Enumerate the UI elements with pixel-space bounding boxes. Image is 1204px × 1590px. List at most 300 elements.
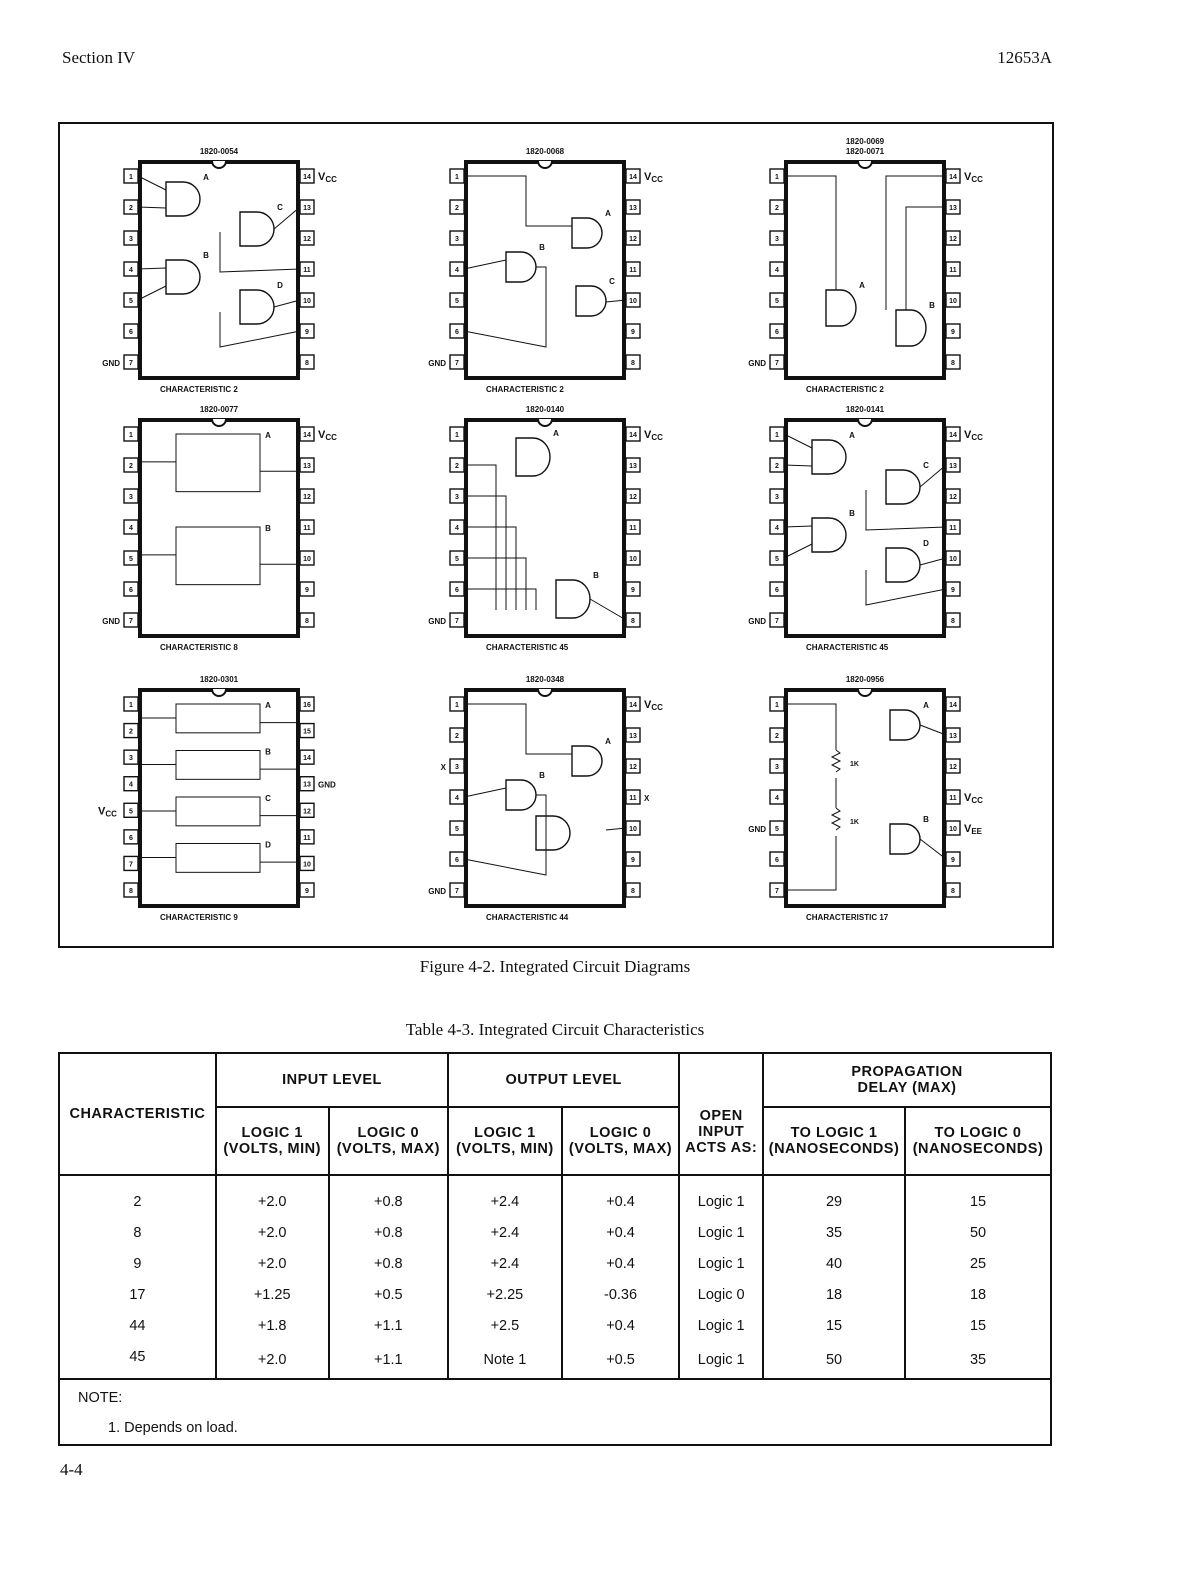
pin-number: 13 (629, 463, 637, 470)
pin-number: 14 (629, 432, 637, 439)
x-label: X (440, 763, 446, 772)
gnd-label: GND (318, 780, 336, 790)
table-cell: +1.1 (329, 1310, 449, 1341)
table-row (59, 1310, 1051, 1341)
open-input-line1: OPEN (699, 1108, 743, 1124)
table-cell: Logic 1 (679, 1175, 763, 1217)
pin-number: 8 (951, 360, 955, 367)
pin-number: 8 (631, 888, 635, 895)
pin-number: 11 (629, 795, 637, 802)
characteristic-label: CHARACTERISTIC 45 (806, 643, 889, 652)
vcc-label: VCC (644, 699, 663, 712)
figure-caption: Figure 4-2. Integrated Circuit Diagrams (419, 957, 691, 976)
logic-gate-symbol (516, 438, 550, 476)
pin-number: 10 (949, 826, 957, 833)
pin-number: 11 (629, 267, 637, 274)
pin-number: 9 (305, 587, 309, 594)
pin-number: 8 (631, 618, 635, 625)
vcc-label: VCC (964, 792, 983, 805)
pin-number: 1 (455, 174, 459, 181)
part-number: 1820-0141 (845, 405, 885, 414)
vcc-label: VCC (964, 171, 983, 184)
pin-number: 6 (455, 587, 459, 594)
pin-number: 13 (949, 205, 957, 212)
ic-notch (538, 419, 552, 426)
characteristic-label: CHARACTERISTIC 17 (806, 913, 889, 922)
table-row (59, 1248, 1051, 1279)
pin-number: 5 (129, 556, 133, 563)
table-caption: Table 4-3. Integrated Circuit Characteristics (405, 1020, 705, 1039)
gate-label: D (923, 539, 929, 548)
table-cell: 35 (763, 1217, 905, 1248)
table-cell: +1.8 (216, 1310, 329, 1341)
pin-number: 5 (455, 298, 459, 305)
table-cell: +2.4 (448, 1175, 562, 1217)
pin-number: 7 (129, 861, 133, 869)
pin-number: 6 (775, 587, 779, 594)
pin-number: 8 (305, 360, 309, 367)
pin-number: 9 (951, 329, 955, 336)
pin-number: 7 (455, 360, 459, 367)
table-cell: 18 (763, 1279, 905, 1310)
gate-label: A (553, 429, 559, 438)
manual-number: 12653A (997, 48, 1052, 67)
pin-number: 11 (949, 525, 957, 532)
table-row (59, 1279, 1051, 1310)
logic-gate-symbol (896, 310, 926, 346)
pin-number: 12 (303, 494, 311, 501)
pin-number: 4 (129, 525, 133, 532)
part-number: 1820-0348 (525, 675, 565, 684)
vcc-label: VCC (644, 429, 663, 442)
pin-number: 3 (775, 236, 779, 243)
gate-label: A (265, 701, 271, 710)
pin-number: 3 (775, 764, 779, 771)
pin-number: 10 (303, 556, 311, 563)
table-cell: +0.4 (562, 1248, 680, 1279)
note-row (59, 1379, 1051, 1445)
gate-label: B (923, 815, 929, 824)
pin-number: 5 (775, 826, 779, 833)
gnd-label: GND (102, 359, 120, 368)
pin-number: 11 (629, 525, 637, 532)
pin-number: 2 (775, 463, 779, 470)
gate-label: A (265, 431, 271, 440)
table-cell: Logic 1 (679, 1217, 763, 1248)
characteristic-label: CHARACTERISTIC 2 (486, 385, 564, 394)
gate-label: A (849, 431, 855, 440)
gate-label: A (605, 737, 611, 746)
table-cell: +0.8 (329, 1248, 449, 1279)
pin-number: 12 (629, 764, 637, 771)
output-logic0-label: LOGIC 0 (589, 1125, 652, 1141)
pin-number: 5 (455, 556, 459, 563)
pin-number: 13 (949, 733, 957, 740)
pin-number: 8 (129, 888, 133, 895)
pin-number: 4 (129, 781, 133, 789)
table-row (59, 1341, 1051, 1379)
ic-package (102, 147, 337, 394)
gate-label: B (849, 509, 855, 518)
pin-number: 10 (949, 556, 957, 563)
pin-number: 12 (303, 808, 311, 816)
table-cell: Logic 1 (679, 1248, 763, 1279)
pin-number: 11 (949, 795, 957, 802)
pin-number: 4 (775, 525, 779, 532)
table-cell: +2.25 (448, 1279, 562, 1310)
section-label: Section IV (62, 48, 136, 67)
pin-number: 6 (775, 329, 779, 336)
pin-number: 7 (455, 618, 459, 625)
vcc-label: VCC (964, 429, 983, 442)
propagation-line1: PROPAGATION (851, 1064, 963, 1080)
pin-number: 5 (129, 808, 133, 816)
characteristic-label: CHARACTERISTIC 44 (486, 913, 569, 922)
logic-gate-symbol (812, 518, 846, 552)
pin-number: 3 (129, 494, 133, 501)
open-input-line3: ACTS AS: (685, 1140, 758, 1156)
pin-number: 2 (775, 205, 779, 212)
ic-body (140, 420, 298, 636)
gate-label: B (539, 243, 545, 252)
gnd-label: GND (102, 617, 120, 626)
pin-number: 15 (303, 728, 311, 736)
output-logic1-label: LOGIC 1 (474, 1125, 536, 1141)
pin-number: 14 (303, 432, 311, 439)
pin-number: 14 (949, 174, 957, 181)
pin-number: 5 (775, 298, 779, 305)
pin-number: 7 (775, 360, 779, 367)
pin-number: 1 (129, 702, 133, 709)
pin-number: 8 (305, 618, 309, 625)
gate-label: B (265, 524, 271, 533)
pin-number: 10 (629, 298, 637, 305)
pin-number: 2 (129, 728, 133, 736)
pin-number: 2 (455, 733, 459, 740)
gate-label: B (539, 771, 545, 780)
ic-notch (538, 689, 552, 696)
pin-number: 14 (303, 755, 311, 763)
col-header-output-level: OUTPUT LEVEL (448, 1053, 679, 1107)
output-logic0-unit: (VOLTS, MAX) (568, 1141, 673, 1157)
ic-diagrams-canvas (60, 124, 1052, 946)
gate-label: C (923, 461, 929, 470)
pin-number: 13 (303, 781, 311, 789)
table-cell: -0.36 (562, 1279, 680, 1310)
col-header-output-logic1 (448, 1107, 562, 1175)
pin-number: 2 (129, 205, 133, 212)
pin-number: 11 (303, 834, 311, 842)
table-cell: +0.8 (329, 1175, 449, 1217)
pin-number: 6 (129, 329, 133, 336)
logic-gate-symbol (812, 440, 846, 474)
output-logic1-unit: (VOLTS, MIN) (456, 1141, 554, 1157)
part-number: 1820-0301 (199, 675, 239, 684)
ic-package (102, 405, 337, 652)
pin-number: 1 (775, 174, 779, 181)
pin-number: 14 (629, 702, 637, 709)
col-header-open-input (679, 1053, 763, 1175)
pin-number: 4 (775, 267, 779, 274)
table-cell: 29 (763, 1175, 905, 1217)
ic-notch (858, 419, 872, 426)
note-cell (59, 1379, 1051, 1445)
table-cell: Logic 1 (679, 1341, 763, 1379)
gate-label: B (593, 571, 599, 580)
pin-number: 4 (775, 795, 779, 802)
pin-number: 6 (455, 329, 459, 336)
pin-number: 2 (775, 733, 779, 740)
table-cell: 2 (59, 1175, 216, 1217)
note-title: NOTE: (78, 1390, 123, 1406)
col-header-output-logic0 (562, 1107, 680, 1175)
pin-number: 5 (775, 556, 779, 563)
pin-number: 3 (129, 236, 133, 243)
pin-number: 4 (455, 525, 459, 532)
table-cell: +0.8 (329, 1217, 449, 1248)
table-cell: +2.0 (216, 1341, 329, 1379)
col-header-to-logic0 (905, 1107, 1051, 1175)
pin-number: 9 (951, 857, 955, 864)
pin-number: 10 (629, 826, 637, 833)
logic-gate-symbol (886, 548, 920, 582)
gate-label: B (929, 301, 935, 310)
logic-gate-symbol (506, 780, 536, 810)
gate-label: D (265, 840, 271, 850)
col-header-propagation-delay (763, 1053, 1051, 1107)
ic-characteristics-table (58, 1052, 1052, 1446)
pin-number: 3 (455, 494, 459, 501)
pin-number: 2 (455, 463, 459, 470)
part-number: 1820-0054 (199, 147, 239, 156)
pin-number: 9 (631, 857, 635, 864)
ic-body (466, 162, 624, 378)
resistor-label: 1K (850, 761, 859, 768)
pin-number: 11 (303, 267, 311, 274)
pin-number: 13 (303, 463, 311, 470)
table-cell: +0.4 (562, 1310, 680, 1341)
characteristic-label: CHARACTERISTIC 9 (160, 913, 238, 922)
table-cell: 18 (905, 1279, 1051, 1310)
pin-number: 6 (455, 857, 459, 864)
pin-number: 13 (629, 733, 637, 740)
table-cell: 50 (763, 1341, 905, 1379)
ic-package (428, 147, 663, 394)
pin-number: 7 (455, 888, 459, 895)
part-number: 1820-0077 (199, 405, 239, 414)
logic-gate-symbol (576, 286, 606, 316)
to-logic1-unit: (NANOSECONDS) (768, 1141, 900, 1157)
pin-number: 12 (629, 494, 637, 501)
pin-number: 7 (129, 360, 133, 367)
pin-number: 12 (949, 494, 957, 501)
pin-number: 1 (455, 702, 459, 709)
pin-number: 9 (951, 587, 955, 594)
gate-label: C (277, 203, 283, 212)
open-input-line2: INPUT (698, 1124, 745, 1140)
pin-number: 16 (303, 702, 311, 709)
gnd-label: GND (428, 617, 446, 626)
pin-number: 10 (949, 298, 957, 305)
gate-label: A (605, 209, 611, 218)
table-cell: 15 (905, 1310, 1051, 1341)
pin-number: 12 (949, 236, 957, 243)
pin-number: 7 (775, 618, 779, 625)
gate-label: B (265, 747, 271, 757)
pin-number: 13 (629, 205, 637, 212)
to-logic0-unit: (NANOSECONDS) (912, 1141, 1044, 1157)
characteristic-label: CHARACTERISTIC 45 (486, 643, 569, 652)
table-cell: 35 (905, 1341, 1051, 1379)
table-cell: +2.5 (448, 1310, 562, 1341)
vcc-label: VCC (98, 805, 117, 819)
ic-body (466, 690, 624, 906)
pin-number: 11 (949, 267, 957, 274)
ic-body (786, 162, 944, 378)
pin-number: 1 (129, 174, 133, 181)
col-header-input-level: INPUT LEVEL (216, 1053, 448, 1107)
table-cell: +1.25 (216, 1279, 329, 1310)
characteristic-label: CHARACTERISTIC 2 (160, 385, 238, 394)
pin-number: 5 (455, 826, 459, 833)
x-label: X (644, 794, 650, 803)
col-header-input-logic0 (329, 1107, 449, 1175)
table-cell: +0.5 (562, 1341, 680, 1379)
part-number: 1820-0068 (525, 147, 565, 156)
table-cell: 17 (59, 1279, 216, 1310)
gnd-label: GND (428, 359, 446, 368)
pin-number: 11 (303, 525, 311, 532)
table-cell: 50 (905, 1217, 1051, 1248)
gate-label: B (203, 251, 209, 260)
pin-number: 1 (455, 432, 459, 439)
pin-number: 9 (305, 329, 309, 336)
vcc-label: VCC (644, 171, 663, 184)
pin-number: 8 (951, 618, 955, 625)
ic-notch (212, 419, 226, 426)
gate-label: A (923, 701, 929, 710)
resistor-label: 1K (850, 819, 859, 826)
part-number: 1820-0140 (525, 405, 565, 414)
table-cell: Note 1 (448, 1341, 562, 1379)
vcc-label: VCC (318, 171, 337, 184)
table-cell: Logic 1 (679, 1310, 763, 1341)
pin-number: 12 (303, 236, 311, 243)
pin-number: 8 (951, 888, 955, 895)
pin-number: 3 (775, 494, 779, 501)
ic-package (98, 675, 336, 922)
col-header-input-logic1 (216, 1107, 329, 1175)
vee-label: VEE (964, 823, 983, 836)
pin-number: 14 (303, 174, 311, 181)
pin-number: 1 (775, 702, 779, 709)
characteristic-label: CHARACTERISTIC 2 (806, 385, 884, 394)
input-logic1-label: LOGIC 1 (241, 1125, 303, 1141)
gate-label: C (265, 794, 271, 803)
note-item: 1. Depends on load. (108, 1420, 238, 1436)
table-cell: 25 (905, 1248, 1051, 1279)
pin-number: 2 (129, 463, 133, 470)
logic-gate-symbol (536, 816, 570, 850)
gnd-label: GND (748, 825, 766, 834)
table-row (59, 1217, 1051, 1248)
propagation-line2: DELAY (MAX) (857, 1080, 957, 1096)
gnd-label: GND (748, 617, 766, 626)
col-header-characteristic: CHARACTERISTIC (59, 1053, 216, 1175)
col-header-to-logic1 (763, 1107, 905, 1175)
table-cell: 40 (763, 1248, 905, 1279)
ic-package (428, 675, 663, 922)
ic-package (428, 405, 663, 652)
gate-label: A (859, 281, 865, 290)
input-logic0-label: LOGIC 0 (357, 1125, 420, 1141)
pin-number: 14 (949, 432, 957, 439)
pin-number: 3 (455, 236, 459, 243)
ic-package (748, 405, 983, 652)
to-logic0-label: TO LOGIC 0 (934, 1125, 1022, 1141)
pin-number: 9 (305, 888, 309, 895)
pin-number: 10 (629, 556, 637, 563)
characteristic-label: CHARACTERISTIC 8 (160, 643, 238, 652)
gate-label: D (277, 281, 283, 290)
pin-number: 14 (629, 174, 637, 181)
logic-gate-symbol (506, 252, 536, 282)
logic-gate-symbol (826, 290, 856, 326)
pin-number: 7 (129, 618, 133, 625)
input-logic1-unit: (VOLTS, MIN) (223, 1141, 321, 1157)
logic-gate-symbol (240, 212, 274, 246)
table-row (59, 1175, 1051, 1217)
gnd-label: GND (428, 887, 446, 896)
pin-number: 7 (775, 888, 779, 895)
pin-number: 1 (775, 432, 779, 439)
table-cell: 15 (905, 1175, 1051, 1217)
pin-number: 6 (775, 857, 779, 864)
ic-diagrams-figure (58, 122, 1054, 948)
table-cell: 44 (59, 1310, 216, 1341)
table-cell: +0.5 (329, 1279, 449, 1310)
pin-number: 14 (949, 702, 957, 709)
ic-notch (858, 689, 872, 696)
vcc-label: VCC (318, 429, 337, 442)
table-cell: +0.4 (562, 1175, 680, 1217)
ic-notch (538, 161, 552, 168)
logic-gate-symbol (166, 182, 200, 216)
pin-number: 6 (129, 834, 133, 842)
gate-label: A (203, 173, 209, 182)
logic-gate-symbol (240, 290, 274, 324)
input-logic0-unit: (VOLTS, MAX) (336, 1141, 440, 1157)
pin-number: 10 (303, 298, 311, 305)
page-number: 4-4 (60, 1460, 83, 1479)
pin-number: 9 (631, 329, 635, 336)
gnd-label: GND (748, 359, 766, 368)
gate-label: C (609, 277, 615, 286)
part-number: 1820-0956 (845, 675, 885, 684)
to-logic1-label: TO LOGIC 1 (790, 1125, 878, 1141)
table-cell: 45 (59, 1341, 216, 1379)
table-cell: +0.4 (562, 1217, 680, 1248)
part-number: 1820-0071 (845, 147, 885, 156)
pin-number: 1 (129, 432, 133, 439)
table-cell: 15 (763, 1310, 905, 1341)
ic-package (748, 137, 983, 394)
pin-number: 2 (455, 205, 459, 212)
pin-number: 6 (129, 587, 133, 594)
logic-gate-symbol (166, 260, 200, 294)
table-cell: +1.1 (329, 1341, 449, 1379)
pin-number: 9 (631, 587, 635, 594)
